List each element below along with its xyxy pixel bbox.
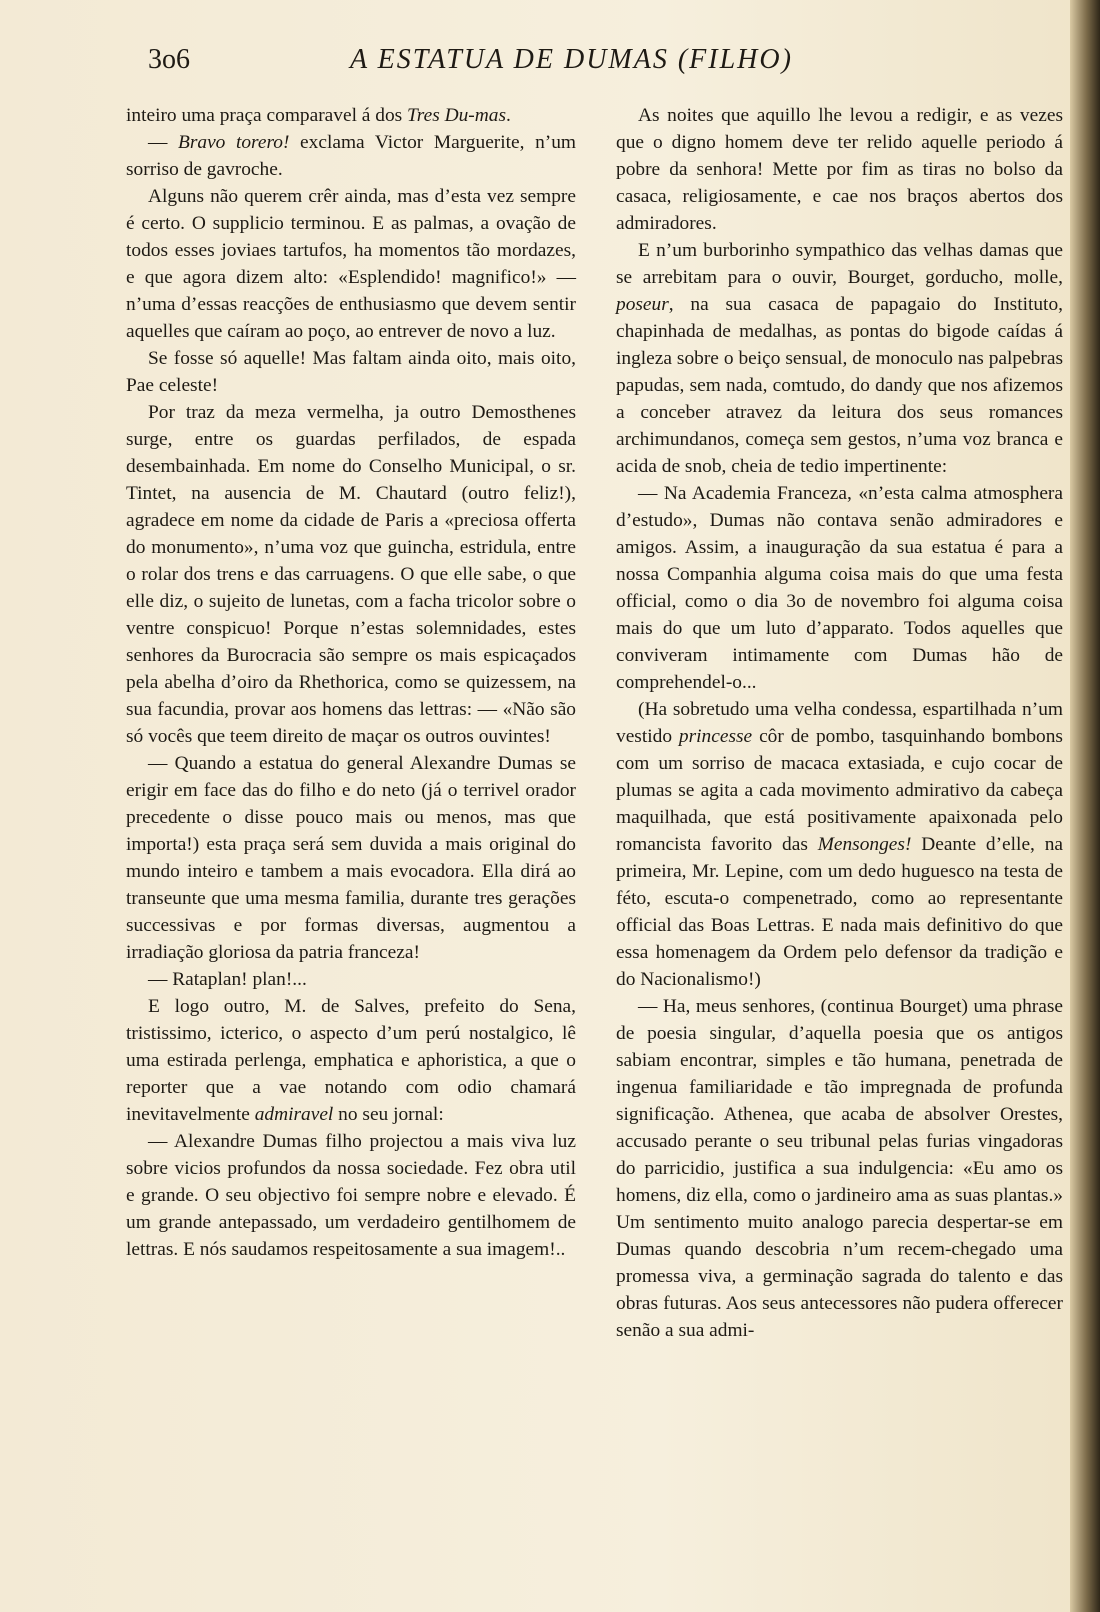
paragraph: (Ha sobretudo uma velha condessa, espartilhada n’um vestido princesse côr de pombo, tasquinhando bombons com um sorriso de macaca extasiada, e cujo cocar de plumas se agita a cada movimento admirativo da cabeça maquilhada, que está positivamente apaixonada pelo romancista favorito das Mensonges! Deante d’elle, na primeira, Mr. Lepine, com um dedo huguesco na testa de féto, escuta-o compenetrado, como ao representante official das Boas Lettras. E nada mais definitivo do que essa homenagem da Ordem pelo defensor da tradição e do Nacionalismo!): [616, 699, 1063, 990]
paragraph: — Quando a estatua do general Alexandre Dumas se erigir em face das do filho e do neto (já o terrivel orador precedente o disse pouco mais ou menos, mas que importa!) esta praça será sem duvida a mais original do mundo inteiro e tambem a mais evocadora. Ella dirá ao transeunte que uma mesma familia, durante tres gerações successivas e por formas diversas, augmentou a irradiação gloriosa da patria franceza!: [126, 753, 576, 963]
paragraph: — Alexandre Dumas filho projectou a mais viva luz sobre vicios profundos da nossa sociedade. Fez obra util e grande. O seu objectivo foi sempre nobre e elevado. É um grande antepassado, um verdadeiro gentilhomem de lettras. E nós saudamos respeitosamente a sua imagem!..: [126, 1131, 576, 1260]
paragraph: Alguns não querem crêr ainda, mas d’esta vez sempre é certo. O supplicio terminou. E as palmas, a ovação de todos esses joviaes tartufos, ha momentos tão mordazes, e que agora dizem alto: «Esplendido! magnifico!» — n’uma d’essas reacções de enthusiasmo que devem sentir aquelles que caíram ao poço, ao entrever de novo a luz.: [126, 186, 576, 342]
paragraph: E n’um burborinho sympathico das velhas damas que se arrebitam para o ouvir, Bourget, gorducho, molle, poseur, na sua casaca de papagaio do Instituto, chapinhada de medalhas, as pontas do bigode caídas á ingleza sobre o beiço sensual, de monoculo nas palpebras papudas, sem nada, comtudo, do dandy que nos afizemos a conceber atravez da leitura dos seus romances archimundanos, começa sem gestos, n’uma voz branca e acida de snob, cheia de tedio impertinente:: [616, 240, 1063, 477]
paragraph: — Rataplan! plan!...: [148, 969, 307, 990]
paragraph: inteiro uma praça comparavel á dos Tres Du-mas.: [126, 105, 511, 126]
running-title: A ESTATUA DE DUMAS (FILHO): [350, 44, 793, 75]
paragraph: Por traz da meza vermelha, ja outro Demosthenes surge, entre os guardas perfilados, de espada desembainhada. Em nome do Conselho Municipal, o sr. Tintet, na ausencia de M. Chautard (outro feliz!), agradece em nome da cidade de Paris a «preciosa offerta do monumento», n’uma voz que guincha, estridula, entre o rolar dos trens e das carruagens. O que elle sabe, o que elle diz, o sujeito de lunetas, com a facha tricolor sobre o ventre conspicuo! Porque n’estas solemnidades, estes senhores da Burocracia são sempre os mais espicaçados pela abelha d’oiro da Rhethorica, como se quizessem, na sua facundia, provar aos homens das lettras: — «Não são só vocês que teem direito de maçar os outros ouvintes!: [126, 402, 576, 747]
page-number: 3o6: [148, 44, 190, 75]
left-column: [126, 102, 576, 1263]
paragraph: Se fosse só aquelle! Mas faltam ainda oito, mais oito, Pae celeste!: [126, 348, 576, 396]
page-edge-shadow: [1070, 0, 1100, 1612]
paragraph: — Bravo torero! exclama Victor Marguerite, n’um sorriso de gavroche.: [126, 132, 576, 180]
paragraph: — Na Academia Franceza, «n’esta calma atmosphera d’estudo», Dumas não contava senão admiradores e amigos. Assim, a inauguração da sua estatua é para a nossa Companhia alguma coisa mais do que uma festa official, como o dia 3o de novembro foi alguma coisa mais do que um luto d’apparato. Todos aquelles que conviveram intimamente com Dumas hão de comprehendel-o...: [616, 483, 1063, 693]
right-column: [616, 102, 1063, 1344]
page-header: [0, 44, 1100, 84]
paragraph: E logo outro, M. de Salves, prefeito do Sena, tristissimo, icterico, o aspecto d’um perú nostalgico, lê uma estirada perlenga, emphatica e aphoristica, a que o reporter que a vae notando com odio chamará inevitavelmente admiravel no seu jornal:: [126, 996, 576, 1125]
paragraph: — Ha, meus senhores, (continua Bourget) uma phrase de poesia singular, d’aquella poesia que os antigos sabiam encontrar, simples e tão humana, penetrada de ingenua familiaridade e tão impregnada de profunda significação. Athenea, que acaba de absolver Orestes, accusado perante o seu tribunal pelas furias vingadoras do parricidio, justifica a sua indulgencia: «Eu amo os homens, diz ella, como o jardineiro ama as suas plantas.» Um sentimento muito analogo parecia despertar-se em Dumas quando descobria n’um recem-chegado uma promessa viva, a germinação sagrada do talento e das obras futuras. Aos seus antecessores não pudera offerecer senão a sua admi-: [616, 996, 1063, 1341]
paragraph: As noites que aquillo lhe levou a redigir, e as vezes que o digno homem deve ter relido aquelle periodo á pobre da senhora! Mette por fim as tiras no bolso da casaca, religiosamente, e cae nos braços abertos dos admiradores.: [616, 105, 1063, 234]
